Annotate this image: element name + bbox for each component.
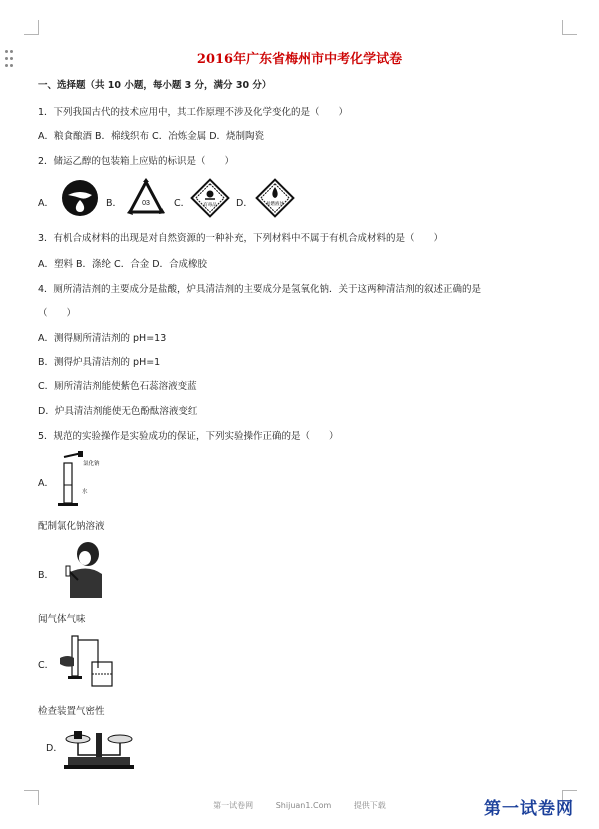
q4-option-c: C．厕所清洁剂能使紫色石蕊溶液变蓝 xyxy=(38,381,197,392)
flammable-sign-text: 易燃液体 xyxy=(266,202,284,207)
q5-c-caption: 检查装置气密性 xyxy=(38,706,105,717)
q2-stem: 2．储运乙醇的包装箱上应贴的标识是（ ） xyxy=(38,156,235,167)
q1-options: A．粮食酿酒 B．棉线织布 C．冶炼金属 D．烧制陶瓷 xyxy=(38,131,265,142)
q5-b-caption: 闻气体气味 xyxy=(38,614,86,625)
flammable-sign-icon xyxy=(254,178,298,218)
toxic-sign-icon xyxy=(190,178,230,218)
q4-option-d: D．炉具清洁剂能使无色酚酞溶液变红 xyxy=(38,406,198,417)
footer-left: 第一试卷网 xyxy=(213,801,254,810)
toxic-sign-text: 有毒品 xyxy=(203,203,217,208)
q5-option-c-label: C． xyxy=(38,660,55,671)
q3-options: A．塑料 B．涤纶 C．合金 D．合成橡胶 xyxy=(38,259,208,270)
balance-scale-icon xyxy=(62,725,136,771)
page-title: 2016年广东省梅州市中考化学试卷 xyxy=(196,52,403,67)
brand-logo: 第一试卷网 xyxy=(484,799,574,819)
footer-url[interactable]: Shijuan1.Com xyxy=(275,801,332,810)
q5-stem: 5．规范的实验操作是实验成功的保证，下列实验操作正确的是（ ） xyxy=(38,431,339,442)
q2-option-d-label: D． xyxy=(236,198,253,209)
cylinder-icon xyxy=(52,451,108,509)
recycle-icon xyxy=(124,178,168,218)
section-heading: 一、选择题（共 10 小题，每小题 3 分，满分 30 分） xyxy=(38,80,272,91)
airtightness-apparatus-icon xyxy=(58,632,124,692)
q4-option-b: B．测得炉具清洁剂的 pH=1 xyxy=(38,357,161,368)
q5-a-label-water: 水 xyxy=(82,489,88,495)
q2-option-b-label: B． xyxy=(106,198,123,209)
q5-a-caption: 配制氯化钠溶液 xyxy=(38,521,105,532)
q4-stem-cont: （ ） xyxy=(38,308,77,319)
q5-option-d-label: D． xyxy=(46,743,63,754)
q5-a-label-top: 氯化钠 xyxy=(83,461,100,467)
recycle-code: 03 xyxy=(142,200,150,207)
q2-option-a-label: A． xyxy=(38,198,54,209)
q1-stem: 1．下列我国古代的技术应用中，其工作原理不涉及化学变化的是（ ） xyxy=(38,107,349,118)
q2-option-c-label: C． xyxy=(174,198,191,209)
crop-mark-top-left xyxy=(24,20,39,35)
q5-option-a-label: A． xyxy=(38,478,54,489)
q4-stem: 4．厕所清洁剂的主要成分是盐酸，炉具清洁剂的主要成分是氢氧化钠．关于这两种清洁剂的叙述正确的是 xyxy=(38,284,482,295)
q4-option-a: A．测得厕所清洁剂的 pH=13 xyxy=(38,333,167,344)
q5-option-b-label: B． xyxy=(38,570,55,581)
q3-stem: 3．有机合成材料的出现是对自然资源的一种补充，下列材料中不属于有机合成材料的是（ ） xyxy=(38,233,444,244)
footer-right: 提供下载 xyxy=(353,801,386,810)
crop-mark-top-right xyxy=(562,20,577,35)
person-smelling-icon xyxy=(60,540,106,598)
water-saving-icon xyxy=(60,178,100,218)
q2-options xyxy=(38,178,338,218)
